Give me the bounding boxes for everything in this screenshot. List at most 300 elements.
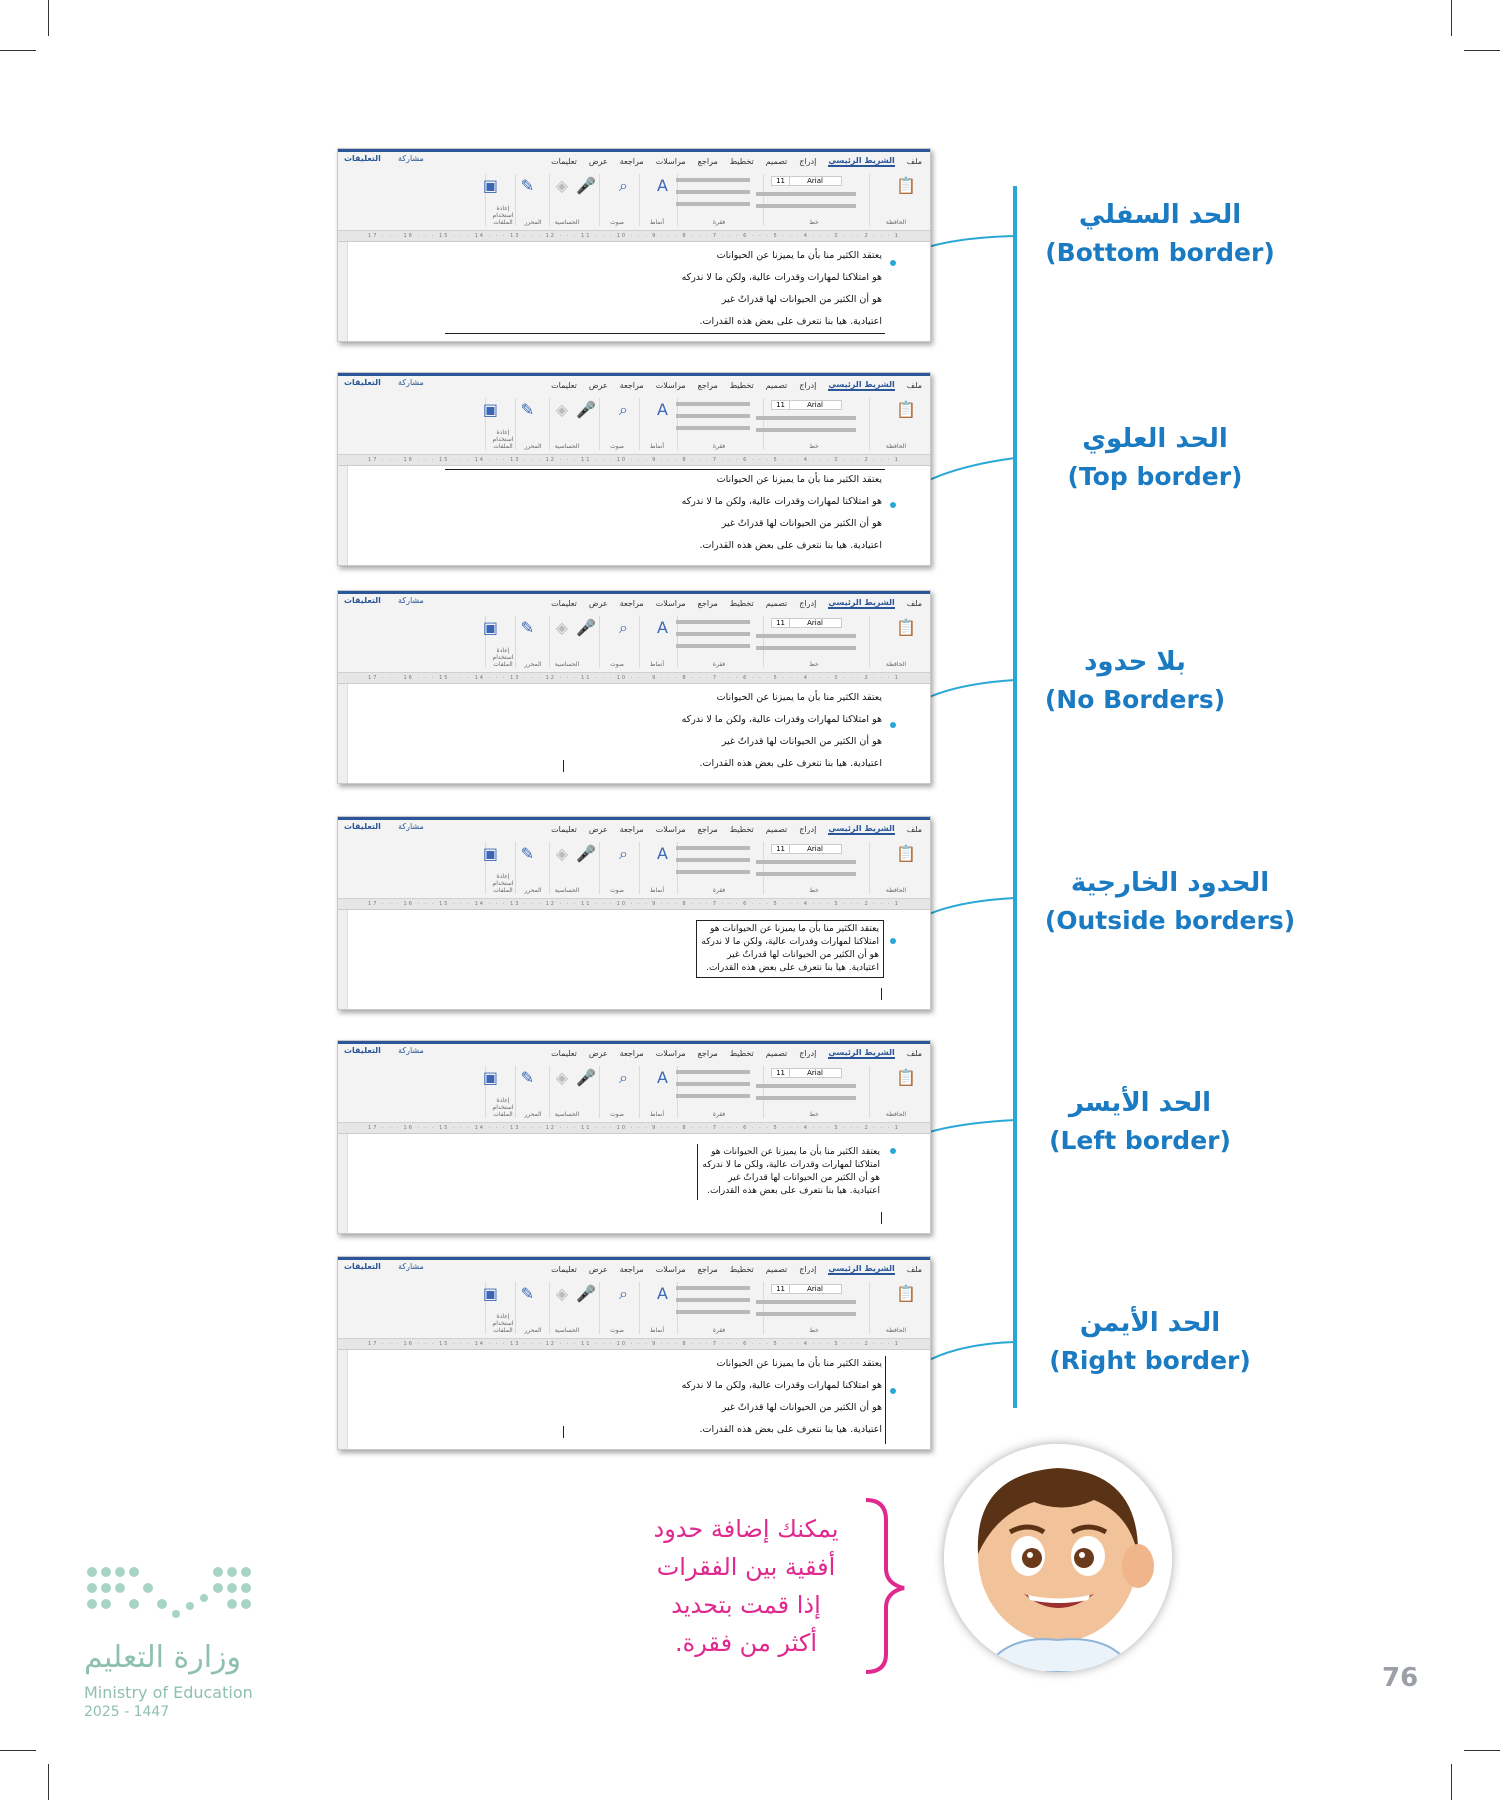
ribbon-group (599, 1066, 634, 1118)
search-icon[interactable]: ⌕ (619, 176, 628, 195)
doc-line[interactable]: يعتقد الكثير منا بأن ما يميزنا عن الحيوانات (716, 250, 882, 261)
ribbon-tab[interactable]: مراسلات (655, 598, 686, 608)
comments-button[interactable]: التعليقات (344, 1262, 381, 1271)
paste-icon[interactable]: 📋 (896, 400, 916, 419)
doc-line[interactable]: هو أن الكثير من الحيوانات لها قدراتٌ غير (721, 1402, 882, 1413)
ribbon-group-label: أنماط (649, 219, 665, 226)
sensitivity-icon[interactable]: ◈ (555, 1068, 568, 1087)
ribbon-tab[interactable]: مراسلات (655, 156, 686, 166)
label-en: (Bottom border) (1045, 238, 1275, 267)
font-name-box[interactable]: Arial (788, 1284, 842, 1294)
ribbon-controls (756, 1300, 856, 1304)
crop-mark (0, 1750, 36, 1751)
ribbon-group-label: أنماط (649, 443, 665, 450)
ribbon-tab[interactable]: إدراج (799, 156, 817, 166)
ribbon-tab[interactable]: إدراج (799, 824, 817, 834)
tip-line: أفقية بين الفقرات (656, 1553, 836, 1581)
menu-tabs-bar (338, 1257, 930, 1278)
reuse-files-icon[interactable]: ▣ (482, 1068, 498, 1087)
paste-icon[interactable]: 📋 (896, 1068, 916, 1087)
share-button[interactable]: مشاركة (398, 1046, 424, 1055)
ribbon-controls (676, 202, 750, 206)
ribbon-group-label: خط (809, 1327, 819, 1334)
ribbon-group-label: الحساسية (554, 1111, 580, 1118)
ribbon (338, 1278, 930, 1339)
doc-line[interactable]: يعتقد الكثير منا بأن ما يميزنا عن الحيوانات (716, 692, 882, 703)
font-size-box[interactable]: 11 (771, 1068, 790, 1078)
comments-button[interactable]: التعليقات (344, 596, 381, 605)
ribbon-group-label: الحافظة (885, 1327, 907, 1334)
ribbon-tab[interactable]: مراجع (697, 1264, 718, 1274)
ribbon-tab[interactable]: عرض (588, 380, 608, 390)
ribbon-controls (676, 1310, 750, 1314)
ribbon-controls (676, 190, 750, 194)
font-name-box[interactable]: Arial (788, 618, 842, 628)
microphone-icon[interactable]: 🎤 (576, 1068, 596, 1087)
ribbon-group-label: صوت (610, 1327, 624, 1334)
page-number: 76 (1382, 1663, 1419, 1693)
ribbon-tab[interactable]: مراسلات (655, 824, 686, 834)
ribbon-tab[interactable]: تعليمات (551, 380, 577, 390)
font-name-box[interactable]: Arial (788, 176, 842, 186)
comments-button[interactable]: التعليقات (344, 378, 381, 387)
ribbon-group-label: الحافظة (885, 443, 907, 450)
font-name-box[interactable]: Arial (788, 844, 842, 854)
crop-mark (48, 0, 49, 36)
ribbon-tab[interactable]: الشريط الرئيسي (828, 379, 895, 389)
ribbon-group-label: المحرر (524, 887, 542, 894)
crop-mark (1451, 0, 1452, 36)
reuse-files-icon[interactable]: ▣ (482, 176, 498, 195)
comments-button[interactable]: التعليقات (344, 822, 381, 831)
ribbon-controls (676, 426, 750, 430)
editor-icon[interactable]: ✎ (520, 176, 534, 195)
ribbon-group-label: فقرة (712, 219, 726, 226)
doc-line[interactable]: اعتيادية. هيا بنا نتعرف على بعض هذه القدرات. (699, 1424, 882, 1435)
doc-line[interactable]: هو امتلاكنا لمهارات وقدرات عالية، ولكن ما لا ندركه (681, 496, 882, 507)
font-name-box[interactable]: Arial (788, 1068, 842, 1078)
ribbon-tab[interactable]: إدراج (799, 1048, 817, 1058)
ribbon-tab[interactable]: عرض (588, 1264, 608, 1274)
ribbon-tab[interactable]: عرض (588, 156, 608, 166)
ribbon-tab[interactable]: عرض (588, 1048, 608, 1058)
doc-line: هو أن الكثير من الحيوانات لها قدراتٌ غير (727, 950, 879, 960)
search-icon[interactable]: ⌕ (619, 618, 628, 637)
doc-line[interactable]: هو امتلاكنا لمهارات وقدرات عالية، ولكن ما لا ندركه (681, 272, 882, 283)
paste-icon[interactable]: 📋 (896, 1284, 916, 1303)
menu-tabs-bar (338, 591, 930, 612)
right-border-line (885, 1356, 886, 1444)
ribbon-controls (756, 416, 856, 420)
ribbon-group (599, 616, 634, 668)
font-size-box[interactable]: 11 (771, 1284, 790, 1294)
ribbon-controls (676, 414, 750, 418)
bordered-paragraph-block[interactable] (696, 920, 884, 978)
menu-tabs-bar (338, 817, 930, 838)
menu-tabs-bar (338, 373, 930, 394)
share-button[interactable]: مشاركة (398, 154, 424, 163)
tip-line: إذا قمت بتحديد (671, 1591, 821, 1619)
editor-icon[interactable]: ✎ (520, 400, 534, 419)
label-ar: بلا حدود (1084, 647, 1186, 677)
ribbon-tab[interactable]: تخطيط (729, 380, 754, 390)
label-en: (Right border) (1049, 1346, 1251, 1375)
ribbon-tab[interactable]: عرض (588, 824, 608, 834)
doc-line[interactable]: هو أن الكثير من الحيوانات لها قدراتٌ غير (721, 736, 882, 747)
ribbon-controls (756, 428, 856, 432)
ribbon-group-label: فقرة (712, 1327, 726, 1334)
ribbon-group (599, 174, 634, 226)
microphone-icon[interactable]: 🎤 (576, 618, 596, 637)
microphone-icon[interactable]: 🎤 (576, 1284, 596, 1303)
ruler: 1 · · · 2 · · · 3 · · · 4 · · · 5 · · · 6 · · · 7 · · · 8 · · · 9 · · · 10 · · · 11 · · · 12 · · · 13 · · · 14 · · · 15 · · · 16 · · · 17 (338, 455, 930, 466)
text-cursor (881, 988, 882, 1000)
ribbon (338, 1062, 930, 1123)
doc-line: هو أن الكثير من الحيوانات لها قدراتٌ غير (728, 1173, 880, 1183)
ribbon-tab[interactable]: إدراج (799, 598, 817, 608)
comments-button[interactable]: التعليقات (344, 154, 381, 163)
ribbon-group-label: أنماط (649, 887, 665, 894)
search-icon[interactable]: ⌕ (619, 1068, 628, 1087)
callout-dot (890, 1148, 896, 1154)
ribbon-tab[interactable]: مراسلات (655, 380, 686, 390)
ribbon-tab[interactable]: الشريط الرئيسي (828, 823, 895, 833)
ribbon-tab[interactable]: إدراج (799, 380, 817, 390)
label-en: (No Borders) (1044, 685, 1226, 714)
doc-line[interactable]: اعتيادية. هيا بنا نتعرف على بعض هذه القدرات. (699, 316, 882, 327)
ribbon-controls (676, 632, 750, 636)
label-ar: الحدود الخارجية (1070, 868, 1270, 898)
vertical-scrollbar[interactable] (338, 1350, 348, 1450)
label-ar: الحد العلوي (1082, 424, 1228, 454)
styles-icon[interactable]: A (657, 176, 668, 195)
ribbon-tab[interactable]: مراجعة (619, 1264, 644, 1274)
ribbon-group-label: الحافظة (885, 1111, 907, 1118)
ribbon-group-label: أنماط (649, 1111, 665, 1118)
label-ar: الحد السفلي (1078, 200, 1242, 230)
ribbon-controls (676, 402, 750, 406)
ribbon-tab[interactable]: ملف (906, 824, 922, 834)
top-border-line (445, 469, 885, 470)
tip-text (636, 1510, 856, 1662)
comments-button[interactable]: التعليقات (344, 1046, 381, 1055)
callout-dot (890, 502, 896, 508)
doc-line[interactable]: هو امتلاكنا لمهارات وقدرات عالية، ولكن ما لا ندركه (681, 714, 882, 725)
ribbon-controls (756, 204, 856, 208)
text-cursor (563, 1426, 564, 1438)
ribbon-tab[interactable]: تصميم (765, 1264, 788, 1274)
editor-icon[interactable]: ✎ (520, 1284, 534, 1303)
ribbon-group-label: خط (809, 887, 819, 894)
label-no-borders (1040, 647, 1230, 714)
bottom-border-line (445, 333, 885, 334)
ribbon-tab[interactable]: الشريط الرئيسي (828, 597, 895, 607)
text-cursor (563, 760, 564, 772)
ribbon-tab[interactable]: تعليمات (551, 156, 577, 166)
share-button[interactable]: مشاركة (398, 596, 424, 605)
ribbon-group-label: فقرة (712, 1111, 726, 1118)
crop-mark (1464, 50, 1500, 51)
font-size-box[interactable]: 11 (771, 400, 790, 410)
sensitivity-icon[interactable]: ◈ (555, 1284, 568, 1303)
menu-tabs-bar (338, 149, 930, 170)
doc-line[interactable]: اعتيادية. هيا بنا نتعرف على بعض هذه القدرات. (699, 758, 882, 769)
doc-line[interactable]: اعتيادية. هيا بنا نتعرف على بعض هذه القدرات. (699, 540, 882, 551)
callout-dot (890, 1388, 896, 1394)
doc-line[interactable]: يعتقد الكثير منا بأن ما يميزنا عن الحيوانات (716, 1358, 882, 1369)
doc-line[interactable]: هو أن الكثير من الحيوانات لها قدراتٌ غير (721, 518, 882, 529)
word-window-top-border (337, 372, 931, 566)
microphone-icon[interactable]: 🎤 (576, 844, 596, 863)
ribbon-tab[interactable]: ملف (906, 598, 922, 608)
editor-icon[interactable]: ✎ (520, 618, 534, 637)
editor-icon[interactable]: ✎ (520, 1068, 534, 1087)
search-icon[interactable]: ⌕ (619, 844, 628, 863)
vertical-scrollbar[interactable] (338, 242, 348, 342)
doc-line: اعتيادية. هيا بنا نتعرف على بعض هذه القدرات. (706, 963, 879, 973)
ribbon-tab[interactable]: مراجعة (619, 598, 644, 608)
ribbon-group-label: المحرر (524, 1111, 542, 1118)
document-area (338, 466, 930, 566)
ribbon-tab[interactable]: الشريط الرئيسي (828, 1047, 895, 1057)
doc-line[interactable]: هو امتلاكنا لمهارات وقدرات عالية، ولكن ما لا ندركه (681, 1380, 882, 1391)
ribbon-controls (756, 860, 856, 864)
ribbon-tab[interactable]: تصميم (765, 156, 788, 166)
ribbon-group (599, 842, 634, 894)
ribbon-tab[interactable]: تصميم (765, 1048, 788, 1058)
ministry-logo-icon (84, 1562, 264, 1626)
ruler: 1 · · · 2 · · · 3 · · · 4 · · · 5 · · · 6 · · · 7 · · · 8 · · · 9 · · · 10 · · · 11 · · · 12 · · · 13 · · · 14 · · · 15 · · · 16 · · · 17 (338, 1123, 930, 1134)
ribbon-group-label: صوت (610, 219, 624, 226)
ribbon-controls (676, 620, 750, 624)
ribbon-controls (676, 644, 750, 648)
ribbon-group-label: المحرر (524, 443, 542, 450)
font-name-box[interactable]: Arial (788, 400, 842, 410)
microphone-icon[interactable]: 🎤 (576, 176, 596, 195)
paste-icon[interactable]: 📋 (896, 176, 916, 195)
bordered-paragraph-block[interactable] (697, 1144, 884, 1200)
ribbon-group-label: صوت (610, 887, 624, 894)
crop-mark (0, 50, 36, 51)
styles-icon[interactable]: A (657, 844, 668, 863)
ribbon-tab[interactable]: مراجعة (619, 824, 644, 834)
ribbon-tab[interactable]: تخطيط (729, 1048, 754, 1058)
ribbon-tab[interactable]: تعليمات (551, 598, 577, 608)
ribbon-tab[interactable]: تعليمات (551, 1264, 577, 1274)
microphone-icon[interactable]: 🎤 (576, 400, 596, 419)
ribbon-group (599, 1282, 634, 1334)
reuse-files-icon[interactable]: ▣ (482, 618, 498, 637)
ribbon-tab[interactable]: مراجعة (619, 156, 644, 166)
label-en: (Outside borders) (1044, 906, 1296, 935)
ribbon-tab[interactable]: تخطيط (729, 598, 754, 608)
ribbon-tab[interactable]: مراجعة (619, 1048, 644, 1058)
text-cursor (881, 1212, 882, 1224)
ribbon-controls (676, 870, 750, 874)
ribbon (338, 170, 930, 231)
sensitivity-icon[interactable]: ◈ (555, 618, 568, 637)
ribbon-group-label: إعادة استخدام الملفات (492, 205, 514, 226)
label-outside-borders (1040, 868, 1300, 935)
ribbon-tab[interactable]: تصميم (765, 380, 788, 390)
ribbon-group-label: المحرر (524, 1327, 542, 1334)
ribbon-tab[interactable]: الشريط الرئيسي (828, 1263, 895, 1273)
font-size-box[interactable]: 11 (771, 844, 790, 854)
styles-icon[interactable]: A (657, 618, 668, 637)
ribbon-tab[interactable]: مراجع (697, 1048, 718, 1058)
ribbon-controls (676, 1298, 750, 1302)
ministry-year: 2025 - 1447 (84, 1704, 170, 1720)
ribbon-tab[interactable]: ملف (906, 1048, 922, 1058)
ministry-name-ar: وزارة التعليم (84, 1640, 242, 1675)
paste-icon[interactable]: 📋 (896, 844, 916, 863)
doc-line[interactable]: هو أن الكثير من الحيوانات لها قدراتٌ غير (721, 294, 882, 305)
reuse-files-icon[interactable]: ▣ (482, 1284, 498, 1303)
ribbon-group-label: المحرر (524, 219, 542, 226)
reuse-files-icon[interactable]: ▣ (482, 400, 498, 419)
student-avatar (944, 1444, 1172, 1672)
reuse-files-icon[interactable]: ▣ (482, 844, 498, 863)
ribbon (338, 838, 930, 899)
ribbon-tab[interactable]: إدراج (799, 1264, 817, 1274)
ribbon-controls (676, 1082, 750, 1086)
share-button[interactable]: مشاركة (398, 822, 424, 831)
vertical-scrollbar[interactable] (338, 466, 348, 566)
font-size-box[interactable]: 11 (771, 176, 790, 186)
ribbon-group-label: خط (809, 661, 819, 668)
ribbon-controls (756, 192, 856, 196)
ribbon-group-label: فقرة (712, 443, 726, 450)
styles-icon[interactable]: A (657, 400, 668, 419)
ribbon-tab[interactable]: مراجع (697, 598, 718, 608)
doc-line: اعتيادية. هيا بنا نتعرف على بعض هذه القدرات. (707, 1186, 880, 1196)
tip-line: أكثر من فقرة. (674, 1629, 818, 1657)
ribbon-group-label: خط (809, 443, 819, 450)
document-area (338, 684, 930, 784)
vertical-scrollbar[interactable] (338, 684, 348, 784)
ribbon-tab[interactable]: ملف (906, 380, 922, 390)
ribbon (338, 394, 930, 455)
ribbon-tab[interactable]: تعليمات (551, 1048, 577, 1058)
ribbon-group-label: الحساسية (554, 1327, 580, 1334)
ribbon-tab[interactable]: مراجع (697, 156, 718, 166)
ribbon-tab[interactable]: الشريط الرئيسي (828, 155, 895, 165)
ribbon-group-label: الحافظة (885, 887, 907, 894)
ribbon-controls (676, 1094, 750, 1098)
document-area (338, 1134, 930, 1234)
ruler: 1 · · · 2 · · · 3 · · · 4 · · · 5 · · · 6 · · · 7 · · · 8 · · · 9 · · · 10 · · · 11 · · · 12 · · · 13 · · · 14 · · · 15 · · · 16 · · · 17 (338, 231, 930, 242)
word-window-outside-border (337, 816, 931, 1010)
ribbon-controls (756, 1096, 856, 1100)
label-ar: الحد الأيمن (1079, 1308, 1221, 1338)
document-area (338, 242, 930, 342)
ribbon-group-label: فقرة (712, 661, 726, 668)
search-icon[interactable]: ⌕ (619, 400, 628, 419)
label-en: (Top border) (1067, 462, 1243, 491)
doc-line: امتلاكنا لمهارات وقدرات عالية، ولكن ما لا ندركه (701, 937, 879, 947)
vertical-scrollbar[interactable] (338, 910, 348, 1010)
editor-icon[interactable]: ✎ (520, 844, 534, 863)
ribbon-group-label: إعادة استخدام الملفات (492, 647, 514, 668)
vertical-scrollbar[interactable] (338, 1134, 348, 1234)
ribbon-group-label: خط (809, 1111, 819, 1118)
ribbon-tab[interactable]: تخطيط (729, 1264, 754, 1274)
font-size-box[interactable]: 11 (771, 618, 790, 628)
ribbon-group-label: إعادة استخدام الملفات (492, 1097, 514, 1118)
ribbon-group-label: إعادة استخدام الملفات (492, 429, 514, 450)
ribbon-controls (756, 646, 856, 650)
ribbon-controls (756, 1084, 856, 1088)
ribbon-controls (676, 858, 750, 862)
ribbon-tab[interactable]: تخطيط (729, 824, 754, 834)
paste-icon[interactable]: 📋 (896, 618, 916, 637)
ribbon-tab[interactable]: مراسلات (655, 1264, 686, 1274)
label-ar: الحد الأيسر (1068, 1088, 1212, 1118)
ribbon-group-label: صوت (610, 1111, 624, 1118)
ribbon-group (599, 398, 634, 450)
styles-icon[interactable]: A (657, 1068, 668, 1087)
share-button[interactable]: مشاركة (398, 1262, 424, 1271)
brace-icon (860, 1496, 910, 1676)
ruler: 1 · · · 2 · · · 3 · · · 4 · · · 5 · · · 6 · · · 7 · · · 8 · · · 9 · · · 10 · · · 11 · · · 12 · · · 13 · · · 14 · · · 15 · · · 16 · · · 17 (338, 1339, 930, 1350)
label-right-border (1040, 1308, 1260, 1375)
ribbon-tab[interactable]: ملف (906, 156, 922, 166)
callout-dot (890, 722, 896, 728)
callout-dot (890, 260, 896, 266)
sensitivity-icon[interactable]: ◈ (555, 176, 568, 195)
ribbon-group-label: إعادة استخدام الملفات (492, 1313, 514, 1334)
ribbon-group-label: فقرة (712, 887, 726, 894)
crop-mark (1451, 1764, 1452, 1800)
ribbon-group-label: صوت (610, 443, 624, 450)
word-window-left-border (337, 1040, 931, 1234)
ribbon-tab[interactable]: ملف (906, 1264, 922, 1274)
ribbon-group-label: صوت (610, 661, 624, 668)
tip-line: يمكنك إضافة حدود (653, 1515, 839, 1543)
ribbon-tab[interactable]: عرض (588, 598, 608, 608)
doc-line: امتلاكنا لمهارات وقدرات عالية، ولكن ما لا ندركه (702, 1160, 880, 1170)
ribbon-controls (756, 872, 856, 876)
share-button[interactable]: مشاركة (398, 378, 424, 387)
menu-tabs-bar (338, 1041, 930, 1062)
ribbon-tab[interactable]: مراسلات (655, 1048, 686, 1058)
ribbon-tab[interactable]: تخطيط (729, 156, 754, 166)
word-window-bottom-border (337, 148, 931, 342)
ribbon-tab[interactable]: مراجع (697, 824, 718, 834)
ruler: 1 · · · 2 · · · 3 · · · 4 · · · 5 · · · 6 · · · 7 · · · 8 · · · 9 · · · 10 · · · 11 · · · 12 · · · 13 · · · 14 · · · 15 · · · 16 · · · 17 (338, 899, 930, 910)
ribbon-tab[interactable]: تصميم (765, 598, 788, 608)
ribbon-controls (676, 846, 750, 850)
sensitivity-icon[interactable]: ◈ (555, 844, 568, 863)
ribbon-group-label: الحساسية (554, 219, 580, 226)
ribbon-tab[interactable]: مراجع (697, 380, 718, 390)
ribbon-group-label: أنماط (649, 1327, 665, 1334)
ribbon-tab[interactable]: تصميم (765, 824, 788, 834)
ribbon-group-label: المحرر (524, 661, 542, 668)
ribbon-tab[interactable]: تعليمات (551, 824, 577, 834)
search-icon[interactable]: ⌕ (619, 1284, 628, 1303)
ribbon-group-label: أنماط (649, 661, 665, 668)
ribbon-group-label: الحساسية (554, 661, 580, 668)
doc-line[interactable]: يعتقد الكثير منا بأن ما يميزنا عن الحيوانات (716, 474, 882, 485)
styles-icon[interactable]: A (657, 1284, 668, 1303)
sensitivity-icon[interactable]: ◈ (555, 400, 568, 419)
ministry-name-en: Ministry of Education (84, 1683, 253, 1702)
doc-line: يعتقد الكثير منا بأن ما يميزنا عن الحيوانات هو (711, 1147, 880, 1157)
ribbon-group-label: الحافظة (885, 661, 907, 668)
ribbon-tab[interactable]: مراجعة (619, 380, 644, 390)
crop-mark (1464, 1750, 1500, 1751)
